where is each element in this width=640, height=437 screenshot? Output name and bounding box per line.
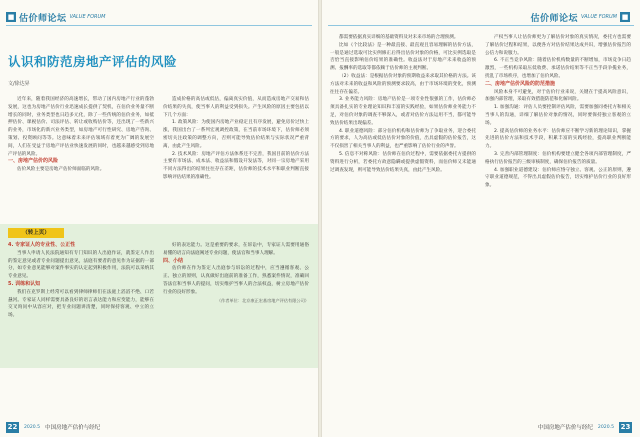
section-header <box>6 10 105 24</box>
paragraph: 我们在克罗斯上经常可以看到律师律师们在法庭上滔滔不绝、口若悬河。专家证人同样需要具备良好的语言表达能力和应变能力，能够在交叉询问中从容应对，把专业问题讲清楚，同时保持客观、中立的立场。 <box>8 289 154 319</box>
issue-date: 2020.5 <box>597 424 614 430</box>
section-title: 估价师论坛 <box>530 13 579 24</box>
box-column-1 <box>8 242 154 320</box>
section-heading: 一、房地产估价的风险 <box>8 158 59 165</box>
box-subheading: 5. 训练和认知 <box>8 280 41 287</box>
paragraph: 风险本身不可避免，对于估价行业来说，关键在于提高风险意识，加强内部管理，采取有效措施防范和化解风险。 <box>485 89 631 103</box>
paragraph: 好的表达能力。这是重要的要求，在诉讼中，专家证人需要用通俗易懂的语言向法庭阐述专业问题，使法官和当事人理解。 <box>163 243 309 256</box>
box-column-2 <box>163 242 309 304</box>
article-author: 文/徐达昇 <box>8 81 30 87</box>
left-column-1 <box>8 96 154 174</box>
paragraph: 造成价格的高估或低估，偏离真实价值，从而造成房地产交易和估价结果的失真，使当事人的利益受到损失。产生风险的原因主要包括以下几个方面： <box>163 97 309 118</box>
paragraph: 5. 信息不对称风险：估价师在估价过程中，需要依据委托方提供的资料进行分析，若委托方故意隐瞒或提供虚假资料，而估价师又未能通过调查发现，则可能导致估价结果失真，由此产生风险。 <box>330 151 476 173</box>
section-header <box>531 10 630 24</box>
paragraph: 2. 技术风险：房地产评估方法体系还不完善，我国目前的估价方法主要有市场法、成本法、收益法和假设开发法等，对同一宗房地产采用不同方法得出的结果往往存在差距，估价师的技术水平和职业判断直接影响评估结果的准确性。 <box>163 151 309 180</box>
author-affiliation: （作者单位：北京康正宏基房地产评估有限公司） <box>216 297 309 303</box>
paragraph: （2）收益法：是根据估价对象的预期收益来求取其价格的方法。该方法对未来的收益和风险的预测要求较高，由于市场环境的变化，预测往往存在偏差。 <box>330 73 476 95</box>
footer <box>6 421 100 433</box>
issue-date: 2020.5 <box>24 424 41 430</box>
paragraph: 当事人申请人民法院通知有专门知识的人出庭作证，就鉴定人作出的鉴定意见或者专业问题提出意见，法庭有要者的意见作为证据的一部分，如专业意见能够对案件事实的认定起到积极作用，法院可以采纳其专业意见。 <box>8 250 154 280</box>
header-rule <box>6 25 312 26</box>
section-subtitle: VALUE FORUM <box>581 14 617 20</box>
paragraph: 3. 业务能力风险：房地产估价是一项专业性很强的工作，估价师必须具备扎实的专业理论知识和丰富的实践经验，如果估价师业务能力不足，对估价对象的调查不够深入，或者对估价方法运用不当，都可能导致估价结果出现偏差。 <box>330 97 476 126</box>
section-subtitle: VALUE FORUM <box>69 14 106 20</box>
right-column-1 <box>330 34 476 419</box>
section-title: 估价师论坛 <box>19 13 67 24</box>
section-heading: 二、房地产估价风险的防范措施 <box>485 80 556 87</box>
paragraph: 比如《个比较法》是一种最直接、最直观且容易理解的估价方法，一般是通过选取可比实例修正后得出估价对象的价格，可比实例选取是否恰当直接影响估价结果的准确性。收益法对于房地产未来收益的预测、报酬率的选取等都依赖于估价师的主观判断。 <box>330 42 476 72</box>
paragraph: 估价风险主要是房地产估价师面临的风险。 <box>17 167 105 173</box>
header-rule <box>328 25 634 26</box>
paragraph: 近年来，随着我国经济的高速增长，带动了国内房地产行业的蓬勃发展，这也为房地产估价行业迅速成长提供了契机，在估价业务量不断增长的同时，业务类型也日趋多元化，除了一些传统的估价业务，如抵押估价、课税估价、司法评估、转让或收购估价等，还出现了一些新兴的业务，市场化的新兴业务类型，如房地产可行性研究、房地产咨询、策划、投资顾问等等。这意味着未来评估领域有着更为广阔的发展空间，人们在受益于房地产评估业快速发展的同时，也越来越感受到房地产评估的风险。 <box>8 97 154 157</box>
paragraph: 4. 加强职业道德建设：估价师应恪守独立、客观、公正的原则，遵守职业道德规范，不得出具虚假估价报告，切实维护估价行业的良好形象。 <box>485 167 631 189</box>
article-title: 认识和防范房地产评估的风险 <box>8 54 178 69</box>
section-heading: 四、小结 <box>163 257 184 264</box>
magazine-name: 中国房地产估价与经纪 <box>45 425 101 431</box>
paragraph: 4. 职业道德风险：部分估价机构和估价师为了争取业务，迎合委托方的要求，人为高估或低估估价对象的价值，出具虚假的估价报告，这不仅损害了相关当事人的利益，也严重影响了估价行业的声誉。 <box>330 128 476 150</box>
section-marker-icon: ■ <box>621 13 629 21</box>
continued-label: （转上页） <box>8 228 64 238</box>
paragraph: 1. 加强沟通：评估人员要控制评估风险，需要加强同委托方和相关当事人的沟通，详细了解估价对象的情况，同时要保持独立客观的立场。 <box>485 105 631 126</box>
left-page <box>0 0 318 437</box>
paragraph: 2. 提高估价师的业务水平：估价师应不断学习新的理论知识，掌握先进的估价方法和技术手段，积累丰富的实践经验，提高职业判断能力。 <box>485 128 631 150</box>
magazine-name: 中国房地产估价与经纪 <box>537 425 593 431</box>
paragraph: 估价师在作为鉴定人出庭参与诉讼的过程中，应当遵循客观、公正、独立的原则，认真做好出庭前的准备工作，熟悉案件情况，准确回答法官和当事人的提问，切实维护当事人的合法权益，树立房地产估价行业的良好形象。 <box>163 266 309 295</box>
box-subheading: 4. 专家证人的专业性、公正性 <box>8 242 76 248</box>
page-number: 22 <box>7 422 18 431</box>
paragraph: 6. 不正当竞争风险：随着估价机构数量的不断增加，市场竞争日趋激烈，一些机构采取压低收费、承诺估价结果等不正当手段争揽业务，扰乱了市场秩序，也增加了估价风险。 <box>485 58 631 79</box>
right-column-2 <box>485 34 631 419</box>
left-column-2 <box>163 96 309 182</box>
paragraph: 3. 完善内部管理制度：估价机构要建立健全各项内部管理制度，严格执行估价报告的三级审核制度，确保估价报告的质量。 <box>485 151 631 165</box>
footer <box>538 421 632 433</box>
section-marker-icon: ■ <box>7 13 15 21</box>
paragraph: 都需要依据真实详细的基础资料及对未来市场的合理预测。 <box>339 35 459 40</box>
right-page <box>322 0 640 437</box>
page-number: 23 <box>620 422 631 431</box>
paragraph: 1. 政策风险：为使国内房地产业稳定且有序发展，避免房价过快上涨，我国出台了一系列宏观调控政策，在当前市场环境下，估价师必须密切关注政策的调整方向，否则可能导致估价结果与实际状况严重背离，由此产生风险。 <box>163 120 309 149</box>
paragraph: 产权当事人让估价师更为了解估价对象的真实情况，委托方也需要了解估价过程和结果，以便各方对估价结果达成共识，增强估价报告的公信力和说服力。 <box>485 35 631 56</box>
